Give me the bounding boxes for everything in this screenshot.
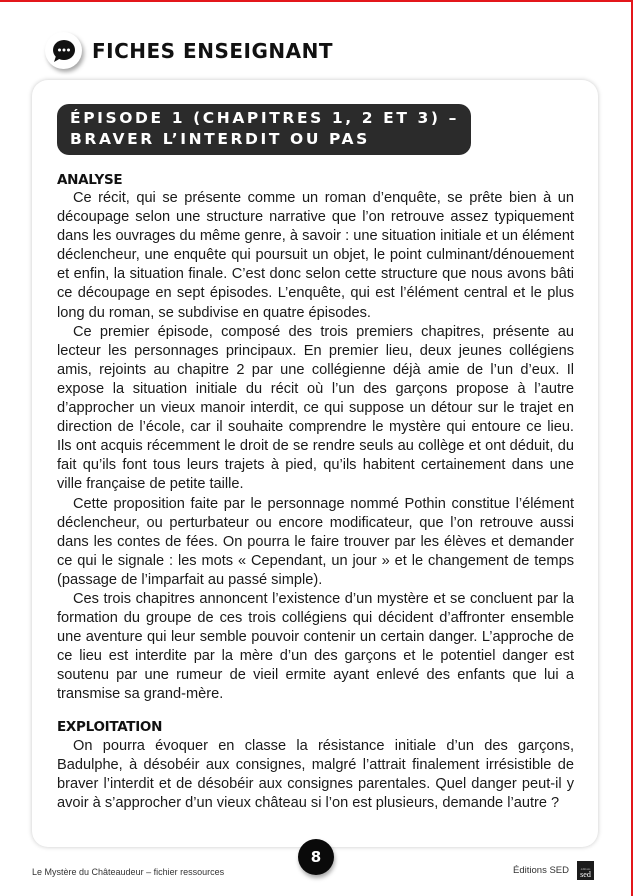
paragraph: Ce récit, qui se présente comme un roman d’enquête, se prête bien à un découpage selon une structure narrative que l’on retrouve assez typiquement dans les ouvrages du même genre, à savoir : une situation initiale et un élément déclencheur, une enquête qui poursuit un objet, le point culminant/dénouement et enfin, la situation finale. C’est donc selon cette structure que nous avons bâti ce découpage en sept épisodes. L’enquête, qui est l’élément central et le plus long du roman, se subdivise en quatre épisodes. bbox=[57, 190, 574, 321]
page-number: 8 bbox=[298, 839, 334, 875]
episode-banner bbox=[57, 104, 471, 155]
banner-line-2: BRAVER L’INTERDIT OU PAS bbox=[70, 130, 370, 148]
banner-line-1: ÉPISODE 1 (CHAPITRES 1, 2 ET 3) – bbox=[70, 109, 459, 127]
logo-small-text: éditions bbox=[580, 867, 591, 871]
speech-bubble-icon bbox=[45, 32, 82, 69]
paragraph: Ces trois chapitres annoncent l’existence d’un mystère et se concluent par la formation du groupe de ces trois collégiens qui décident d’affronter ensemble une aventure qui leur semble pouvoir contenir un certain danger. L’approche de ce lieu est interdite par la mère d’un des garçons et le potentiel danger est soutenu par une rumeur de vieil ermite ayant enlevé des enfants que lui a transmise sa grand-mère. bbox=[57, 590, 574, 703]
section-heading-analyse: ANALYSE bbox=[57, 172, 123, 188]
page-title: FICHES ENSEIGNANT bbox=[92, 38, 333, 63]
page-border-top bbox=[0, 0, 633, 2]
paragraph: On pourra évoquer en classe la résistance initiale d’un des garçons, Badulphe, à désobéir aux consignes, malgré l’attrait finalement irrésistible de braver l’interdit et de désobéir aux consignes parentales. Quel danger peut-il y avoir à s’approcher d’un vieux château si l’on est plusieurs, demande l’autre ? bbox=[57, 738, 574, 812]
publisher-logo bbox=[577, 861, 594, 880]
content-card bbox=[32, 80, 598, 847]
footer-publisher bbox=[513, 861, 594, 880]
footer-book-title: Le Mystère du Châteaudeur – fichier ressources bbox=[32, 867, 225, 877]
paragraph: Ce premier épisode, composé des trois premiers chapitres, présente au lecteur les personnages principaux. En premier lieu, deux jeunes collégiens amis, rejoints au chapitre 2 par une collégienne déjà amie de l’un d’eux. Il expose la situation initiale du récit où l’un des garçons propose à l’autre d’approcher un vieux manoir interdit, ce qui suppose un détour sur le trajet en direction de l’école, car il souhaite comprendre le mystère qui entoure ce lieu. Ils ont acquis récemment le droit de se rendre seuls au collège et ont déduit, du fait qu’ils font tous leurs trajets à pied, qu’ils habitent certainement dans une ville française de petite taille. bbox=[57, 323, 574, 493]
logo-text: sed bbox=[580, 870, 591, 879]
exploitation-body bbox=[57, 737, 574, 813]
paragraph: Cette proposition faite par le personnage nommé Pothin constitue l’élément déclencheur, ou perturbateur ou encore modificateur, que l’on retrouve aussi dans les contes de fées. On pourra le faire trouver par les élèves et demander ce qui le signale : les mots « Cependant, un jour » et le changement de temps (passage de l’imparfait au passé simple). bbox=[57, 495, 574, 588]
page-header bbox=[45, 32, 333, 69]
section-heading-exploitation: EXPLOITATION bbox=[57, 719, 163, 735]
analyse-body bbox=[57, 189, 574, 705]
publisher-name: Éditions SED bbox=[513, 865, 569, 876]
